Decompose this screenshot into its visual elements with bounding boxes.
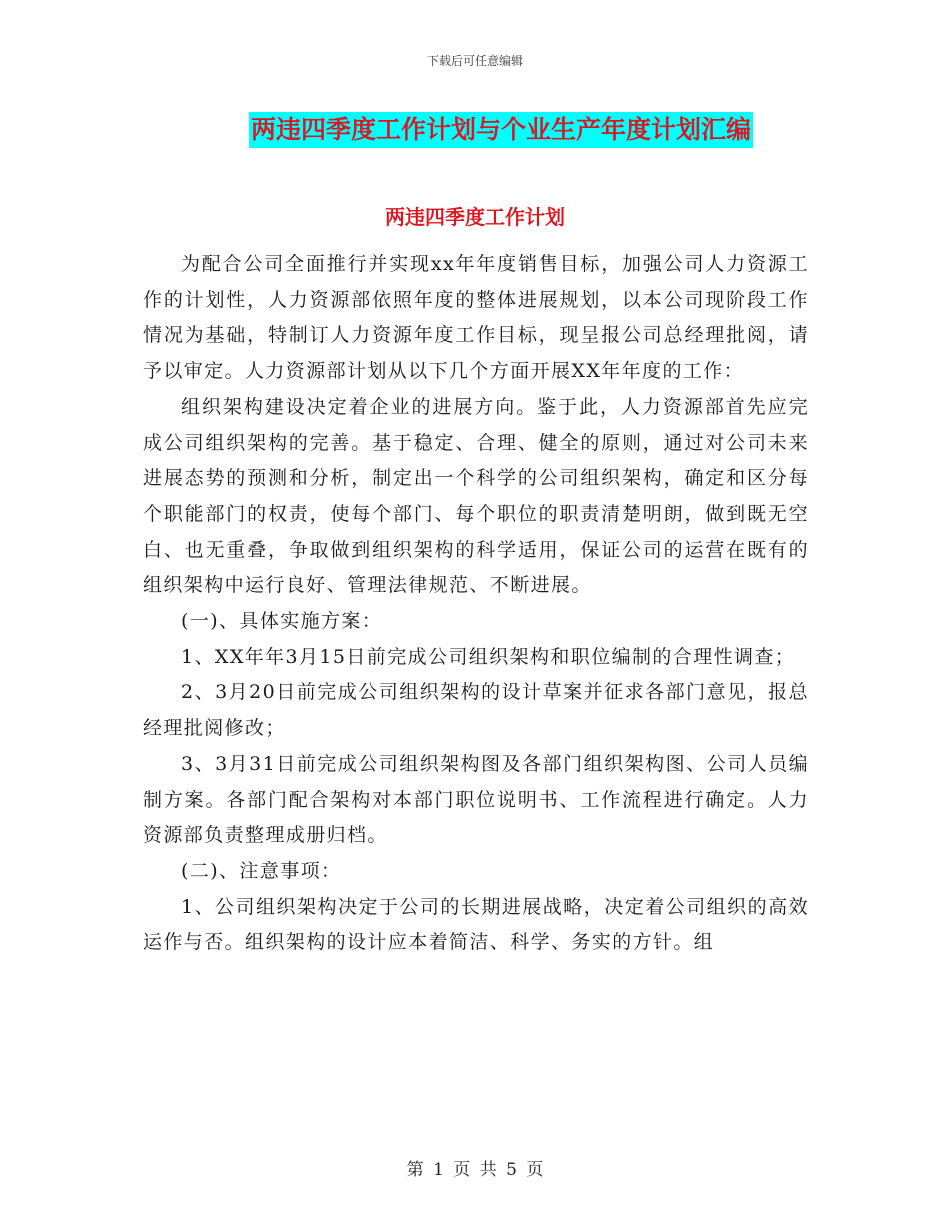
- paragraph-note-1: 1、公司组织架构决定于公司的长期进展战略，决定着公司组织的高效运作与否。组织架构的设计应本着简洁、科学、务实的方针。组: [143, 895, 809, 954]
- page-footer: 第 1 页 共 5 页: [406, 1160, 544, 1180]
- paragraph-step-1: 1、XX年年3月15日前完成公司组织架构和职位编制的合理性调查；: [181, 645, 796, 668]
- paragraph-heading-notes: (二)、注意事项：: [181, 859, 342, 882]
- paragraph-step-3: 3、3月31日前完成公司组织架构图及各部门组织架构图、公司人员编制方案。各部门配合架构对本部门职位说明书、工作流程进行确定。人力资源部负责整理成册归档。: [143, 752, 809, 847]
- paragraph-intro: 为配合公司全面推行并实现xx年年度销售目标，加强公司人力资源工作的计划性，人力资源部依照年度的整体进展规划，以本公司现阶段工作情况为基础，特制订人力资源年度工作目标，现呈报公司总经理批阅，请予以审定。人力资源部计划从以下几个方面开展XX年年度的工作：: [143, 253, 809, 383]
- paragraph-heading-plan: (一)、具体实施方案：: [181, 610, 383, 633]
- page-header-note: 下载后可任意编辑: [426, 54, 523, 68]
- section-title: 两违四季度工作计划: [385, 205, 565, 229]
- document-body: [143, 247, 809, 961]
- paragraph-step-2: 2、3月20日前完成公司组织架构的设计草案并征求各部门意见，报总经理批阅修改；: [143, 681, 809, 740]
- paragraph-org-structure: 组织架构建设决定着企业的进展方向。鉴于此，人力资源部首先应完成公司组织架构的完善。基于稳定、合理、健全的原则，通过对公司未来进展态势的预测和分析，制定出一个科学的公司组织架构，确定和区分每个职能部门的权责，使每个部门、每个职位的职责清楚明朗，做到既无空白、也无重叠，争取做到组织架构的科学适用，保证公司的运营在既有的组织架构中运行良好、管理法律规范、不断进展。: [143, 395, 809, 597]
- document-title-wrap: [0, 112, 950, 148]
- document-title: 两违四季度工作计划与个业生产年度计划汇编: [249, 112, 753, 148]
